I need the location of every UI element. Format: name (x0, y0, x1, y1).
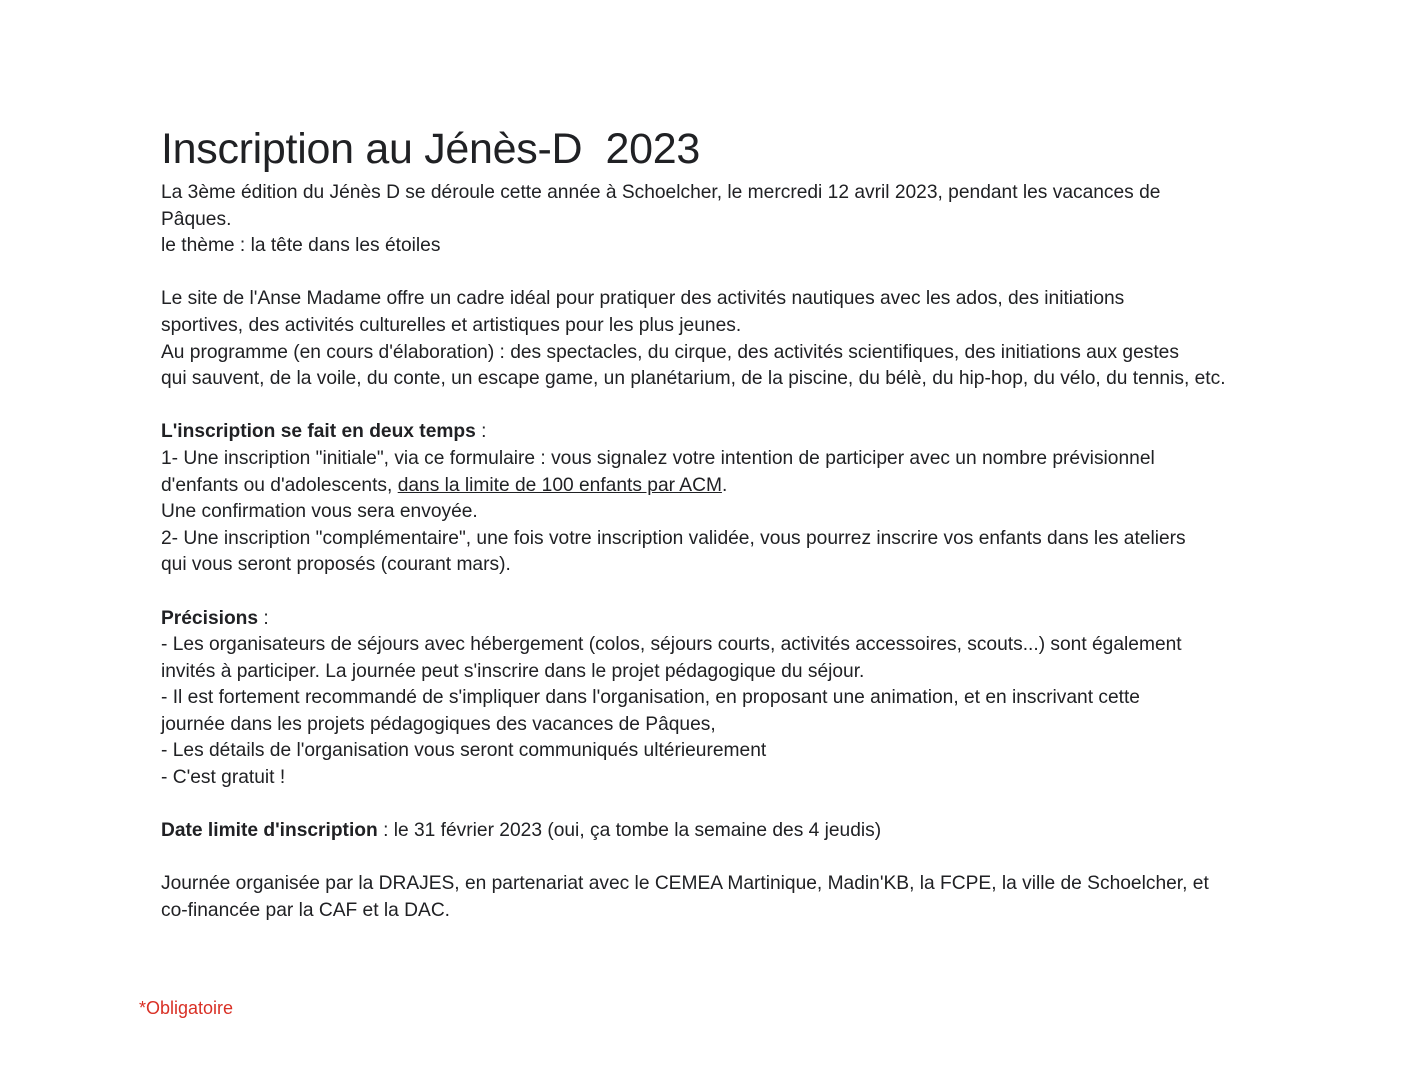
required-note: *Obligatoire (139, 998, 234, 1018)
precisions-heading-line (161, 606, 1236, 633)
step1-line-2 (161, 473, 1236, 500)
spacer (161, 845, 1236, 872)
registration-heading: L'inscription se fait en deux temps (161, 421, 476, 443)
intro-line-2: Pâques. (161, 208, 232, 230)
step2-line-2: qui vous seront proposés (courant mars). (161, 554, 511, 576)
spacer (161, 579, 1236, 606)
confirmation-line: Une confirmation vous sera envoyée. (161, 501, 478, 523)
form-title: Inscription au Jénès-D 2023 (161, 125, 700, 173)
intro-line-1: La 3ème édition du Jénès D se déroule cette année à Schoelcher, le mercredi 12 avril 2023, pendant les vacances de (161, 182, 1161, 203)
step1-line-1: 1- Une inscription "initiale", via ce formulaire : vous signalez votre intention de participer avec un nombre prévisionnel (161, 447, 1155, 469)
precision2-line-1: - Il est fortement recommandé de s'impliquer dans l'organisation, en proposant une animation, et en inscrivant cette (161, 687, 1140, 709)
spacer (161, 393, 1236, 420)
limit-link[interactable]: dans la limite de 100 enfants par ACM (397, 474, 722, 496)
spacer (161, 792, 1236, 819)
registration-heading-suffix: : (475, 421, 487, 443)
precision4-line: - C'est gratuit ! (161, 767, 286, 789)
site-line-1: Le site de l'Anse Madame offre un cadre idéal pour pratiquer des activités nautiques avec les ados, des initiations (161, 288, 1125, 310)
deadline-heading: Date limite d'inscription (161, 820, 378, 842)
precisions-heading: Précisions (161, 607, 259, 629)
precision2-line-2: journée dans les projets pédagogiques des vacances de Pâques, (161, 713, 716, 735)
form-header (161, 122, 1236, 925)
step1-line-2-suffix: . (721, 474, 728, 496)
deadline-text: : le 31 février 2023 (oui, ça tombe la semaine des 4 jeudis) (377, 820, 882, 842)
step1-line-2-prefix: d'enfants ou d'adolescents, (161, 474, 398, 496)
theme-line: le thème : la tête dans les étoiles (161, 235, 441, 257)
organizers-line-1: Journée organisée par la DRAJES, en partenariat avec le CEMEA Martinique, Madin'KB, la FCPE, la ville de Schoelcher, et (161, 873, 1209, 895)
organizers-line-2: co-financée par la CAF et la DAC. (161, 900, 451, 922)
registration-heading-line (161, 419, 1236, 446)
program-line-2: qui sauvent, de la voile, du conte, un escape game, un planétarium, de la piscine, du bélè, du hip-hop, du vélo, du tennis, etc. (161, 368, 1226, 390)
precision1-line-1: - Les organisateurs de séjours avec hébergement (colos, séjours courts, activités accessoires, scouts...) sont également (161, 634, 1182, 656)
site-line-2: sportives, des activités culturelles et artistiques pour les plus jeunes. (161, 314, 742, 336)
precision1-line-2: invités à participer. La journée peut s'inscrire dans le projet pédagogique du séjour. (161, 660, 865, 682)
precisions-heading-suffix: : (258, 607, 269, 629)
precision3-line: - Les détails de l'organisation vous seront communiqués ultérieurement (161, 740, 767, 762)
program-line-1: Au programme (en cours d'élaboration) : des spectacles, du cirque, des activités scientifiques, des initiations aux gestes (161, 341, 1179, 363)
form-description (161, 180, 1236, 925)
step2-line-1: 2- Une inscription "complémentaire", une fois votre inscription validée, vous pourrez inscrire vos enfants dans les ateliers (161, 527, 1186, 549)
spacer (161, 260, 1236, 287)
deadline-line (161, 818, 1236, 845)
